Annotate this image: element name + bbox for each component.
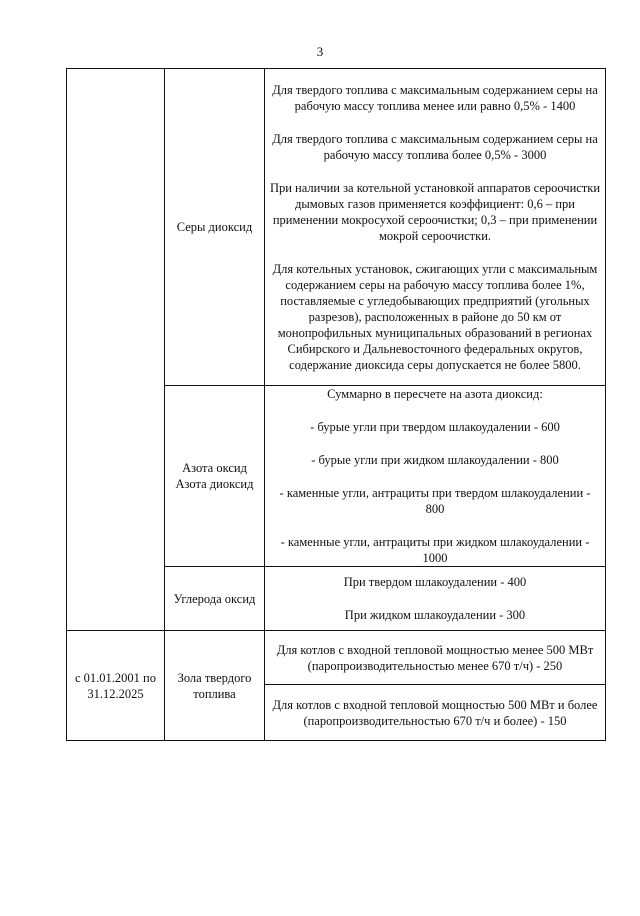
norm-cell-sulfur (265, 69, 606, 386)
norm-cell-carbon (265, 567, 606, 631)
substance-cell-sulfur: Серы диоксид (165, 69, 265, 386)
norm-paragraph: - каменные угли, антрациты при твердом шлакоудалении - 800 (279, 486, 591, 516)
substance-cell-nitrogen: Азота оксид Азота диоксид (165, 386, 265, 567)
norm-paragraph: - бурые угли при жидком шлакоудалении - 800 (311, 453, 559, 467)
norm-paragraph: Для котельных установок, сжигающих угли с максимальным содержанием серы на рабочую массу топлива более 1%, поставляемые с угледобывающих предприятий (угольных разрезов), расположенных в районе до 50 км от монопрофильных муниципальных образований в регионах Сибирского и Дальневосточного федеральных округов, содержание диоксида серы допускается не более 5800. (272, 261, 598, 372)
norm-cell-nitrogen (265, 386, 606, 567)
norm-paragraph: Для твердого топлива с максимальным содержанием серы на рабочую массу топлива менее или равно 0,5% - 1400 (272, 82, 598, 113)
norm-paragraph: Суммарно в пересчете на азота диоксид: (327, 387, 543, 401)
table-row-sulfur-dioxide (67, 69, 606, 386)
norm-paragraph: - бурые угли при твердом шлакоудалении - 600 (310, 420, 560, 434)
norm-cell-ash-a: Для котлов с входной тепловой мощностью менее 500 МВт (паропроизводительностью менее 670 т/ч) - 250 (265, 631, 606, 685)
norm-paragraph: Для твердого топлива с максимальным содержанием серы на рабочую массу топлива более 0,5% - 3000 (272, 131, 598, 162)
page-number: 3 (316, 44, 324, 59)
norm-cell-ash-b: Для котлов с входной тепловой мощностью 500 МВт и более (паропроизводительностью 670 т/ч и более) - 150 (265, 685, 606, 741)
emission-norms-table (66, 68, 606, 741)
substance-cell-carbon: Углерода оксид (165, 567, 265, 631)
norm-paragraph: При наличии за котельной установкой аппаратов сероочистки дымовых газов применяется коэффициент: 0,6 – при применении мокросухой сероочистки; 0,3 – при применении мокрой сероочистки. (269, 180, 601, 243)
table-row-ash-a (67, 631, 606, 685)
substance-cell-ash: Зола твердого топлива (165, 631, 265, 741)
norm-paragraph: - каменные угли, антрациты при жидком шлакоудалении - 1000 (280, 535, 590, 565)
norm-paragraph: При твердом шлакоудалении - 400 (343, 575, 527, 589)
period-cell-empty (67, 69, 165, 631)
period-cell: с 01.01.2001 по 31.12.2025 (67, 631, 165, 741)
norm-paragraph: При жидком шлакоудалении - 300 (344, 608, 526, 622)
